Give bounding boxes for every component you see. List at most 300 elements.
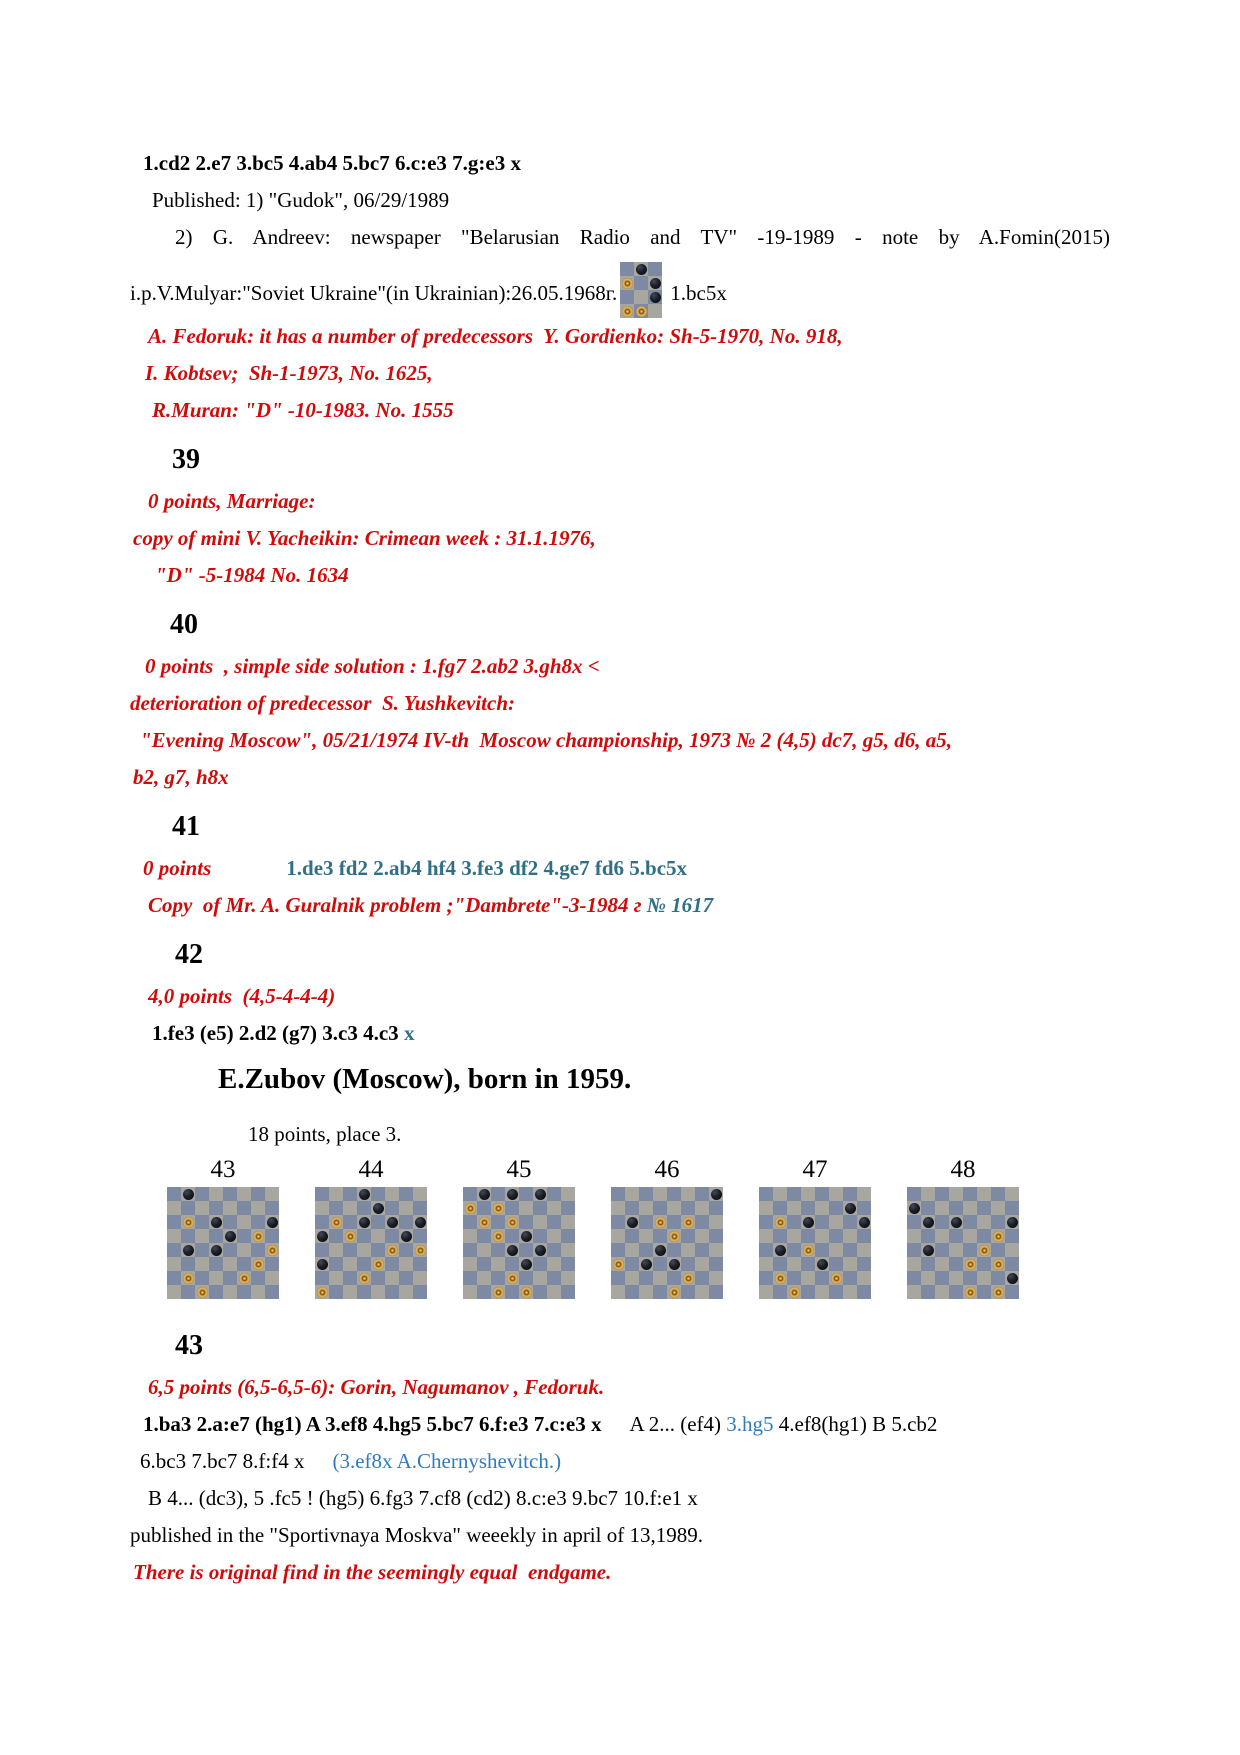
board-square (653, 1257, 667, 1271)
section-43-main-moves: 1.ba3 2.a:e7 (hg1) A 3.ef8 4.hg5 5.bc7 6.f:e3 7.c:e3 x (143, 1412, 602, 1436)
board-square (181, 1215, 195, 1229)
board-square (648, 262, 662, 276)
board-square (759, 1271, 773, 1285)
diagram-44-label: 44 (358, 1156, 384, 1183)
section-42-points: 4,0 points (4,5-4-4-4) (148, 984, 336, 1008)
board-square (413, 1271, 427, 1285)
predecessors-line-3: R.Muran: "D" -10-1983. No. 1555 (152, 398, 454, 422)
board-square (251, 1229, 265, 1243)
board-square (519, 1215, 533, 1229)
checkers-board-46 (611, 1187, 723, 1299)
board-square (519, 1243, 533, 1257)
board-square (181, 1187, 195, 1201)
board-square (907, 1271, 921, 1285)
white-checker-piece (493, 1231, 504, 1242)
section-39-line-3: "D" -5-1984 No. 1634 (155, 563, 349, 587)
board-square (639, 1215, 653, 1229)
board-square (251, 1271, 265, 1285)
board-square (681, 1215, 695, 1229)
diagram-47 (759, 1153, 871, 1299)
board-square (561, 1271, 575, 1285)
board-square (787, 1201, 801, 1215)
board-square (181, 1271, 195, 1285)
board-square (991, 1201, 1005, 1215)
diagram-48-label: 48 (950, 1156, 976, 1183)
section-43-conclusion-line: There is original find in the seemingly equal endgame. (133, 1560, 612, 1584)
section-41-number: 41 (172, 811, 200, 842)
section-41-moves: 1.de3 fd2 2.ab4 hf4 3.fe3 df2 4.ge7 fd6 5.bc5x (286, 856, 688, 880)
board-square (843, 1285, 857, 1299)
section-42-moves-line (130, 1015, 1110, 1052)
board-square (463, 1271, 477, 1285)
board-square (773, 1271, 787, 1285)
board-square (639, 1201, 653, 1215)
board-square (547, 1243, 561, 1257)
board-square (223, 1285, 237, 1299)
black-checker-piece (373, 1203, 384, 1214)
board-square (991, 1187, 1005, 1201)
board-square (921, 1257, 935, 1271)
board-square (181, 1229, 195, 1243)
board-square (625, 1201, 639, 1215)
white-checker-piece (655, 1217, 666, 1228)
section-41-points: 0 points (143, 856, 212, 880)
board-square (561, 1215, 575, 1229)
board-square (533, 1257, 547, 1271)
board-square (1005, 1243, 1019, 1257)
board-square (413, 1187, 427, 1201)
board-square (857, 1285, 871, 1299)
board-square (357, 1285, 371, 1299)
board-square (223, 1271, 237, 1285)
board-square (857, 1257, 871, 1271)
board-square (357, 1187, 371, 1201)
board-square (843, 1243, 857, 1257)
board-square (695, 1271, 709, 1285)
black-checker-piece (225, 1231, 236, 1242)
board-square (1005, 1229, 1019, 1243)
board-square (167, 1187, 181, 1201)
board-square (167, 1215, 181, 1229)
board-square (639, 1285, 653, 1299)
board-square (195, 1201, 209, 1215)
board-square (343, 1243, 357, 1257)
board-square (949, 1285, 963, 1299)
black-checker-piece (535, 1189, 546, 1200)
board-square (1005, 1187, 1019, 1201)
board-square (709, 1257, 723, 1271)
checkers-board-48 (907, 1187, 1019, 1299)
board-square (265, 1229, 279, 1243)
board-square (491, 1271, 505, 1285)
board-square (935, 1285, 949, 1299)
white-checker-piece (507, 1273, 518, 1284)
diagrams-row (167, 1153, 1110, 1299)
board-square (620, 290, 634, 304)
diagram-48 (907, 1153, 1019, 1299)
board-square (181, 1243, 195, 1257)
board-square (773, 1243, 787, 1257)
solution-moves-line: 1.cd2 2.e7 3.bc5 4.ab4 5.bc7 6.c:e3 7.g:e3 x (143, 151, 521, 175)
board-square (463, 1201, 477, 1215)
black-checker-piece (650, 278, 661, 289)
white-checker-piece (415, 1245, 426, 1256)
board-square (533, 1215, 547, 1229)
board-square (209, 1187, 223, 1201)
section-43-moves-continuation: 6.bc3 7.bc7 8.f:f4 x (140, 1449, 305, 1473)
board-square (519, 1271, 533, 1285)
board-square (343, 1201, 357, 1215)
board-square (371, 1215, 385, 1229)
board-square (519, 1285, 533, 1299)
board-square (505, 1201, 519, 1215)
zubov-subheading: 18 points, place 3. (248, 1122, 402, 1146)
board-square (681, 1243, 695, 1257)
board-square (667, 1215, 681, 1229)
board-square (963, 1257, 977, 1271)
board-square (209, 1201, 223, 1215)
board-square (611, 1187, 625, 1201)
black-checker-piece (183, 1245, 194, 1256)
board-square (907, 1201, 921, 1215)
board-square (181, 1201, 195, 1215)
board-square (653, 1229, 667, 1243)
board-square (709, 1285, 723, 1299)
board-square (547, 1215, 561, 1229)
board-square (237, 1187, 251, 1201)
section-43-chernyshevitch-note: (3.ef8x A.Chernyshevitch.) (332, 1449, 562, 1473)
board-square (251, 1257, 265, 1271)
diagram-46-label: 46 (654, 1156, 680, 1183)
board-square (787, 1271, 801, 1285)
black-checker-piece (859, 1217, 870, 1228)
white-checker-piece (387, 1245, 398, 1256)
section-39-line-1: 0 points, Marriage: (148, 489, 316, 513)
board-square (223, 1257, 237, 1271)
board-square (237, 1285, 251, 1299)
board-square (625, 1215, 639, 1229)
board-square (505, 1271, 519, 1285)
board-square (547, 1257, 561, 1271)
board-square (991, 1285, 1005, 1299)
diagram-47-label: 47 (802, 1156, 828, 1183)
board-square (620, 262, 634, 276)
board-square (857, 1187, 871, 1201)
black-checker-piece (669, 1259, 680, 1270)
black-checker-piece (317, 1231, 328, 1242)
black-checker-piece (267, 1217, 278, 1228)
board-square (237, 1257, 251, 1271)
white-checker-piece (253, 1259, 264, 1270)
board-square (611, 1229, 625, 1243)
white-checker-piece (636, 306, 647, 317)
board-square (963, 1215, 977, 1229)
board-square (857, 1215, 871, 1229)
board-square (773, 1187, 787, 1201)
board-square (547, 1201, 561, 1215)
board-square (773, 1257, 787, 1271)
board-square (505, 1229, 519, 1243)
board-square (801, 1229, 815, 1243)
board-square (991, 1271, 1005, 1285)
board-square (463, 1285, 477, 1299)
board-square (759, 1215, 773, 1229)
black-checker-piece (359, 1217, 370, 1228)
board-square (843, 1271, 857, 1285)
board-square (843, 1229, 857, 1243)
board-square (519, 1257, 533, 1271)
board-square (237, 1243, 251, 1257)
white-checker-piece (831, 1273, 842, 1284)
board-square (385, 1257, 399, 1271)
white-checker-piece (683, 1273, 694, 1284)
board-square (857, 1229, 871, 1243)
board-square (787, 1229, 801, 1243)
board-square (385, 1201, 399, 1215)
white-checker-piece (965, 1287, 976, 1298)
diagram-45 (463, 1153, 575, 1299)
black-checker-piece (845, 1203, 856, 1214)
board-square (977, 1271, 991, 1285)
board-square (921, 1187, 935, 1201)
board-square (399, 1229, 413, 1243)
board-square (399, 1187, 413, 1201)
board-square (413, 1229, 427, 1243)
board-square (181, 1285, 195, 1299)
white-checker-piece (493, 1203, 504, 1214)
black-checker-piece (775, 1245, 786, 1256)
board-square (561, 1229, 575, 1243)
board-square (653, 1187, 667, 1201)
board-square (801, 1243, 815, 1257)
board-square (477, 1243, 491, 1257)
board-square (620, 304, 634, 318)
white-checker-piece (267, 1245, 278, 1256)
section-40-line-1: 0 points , simple side solution : 1.fg7 2.ab2 3.gh8x < (145, 654, 600, 678)
board-square (695, 1229, 709, 1243)
board-square (709, 1215, 723, 1229)
board-square (357, 1257, 371, 1271)
board-square (491, 1257, 505, 1271)
checkers-board-47 (759, 1187, 871, 1299)
section-42-moves-x: x (403, 1021, 415, 1045)
board-square (963, 1201, 977, 1215)
black-checker-piece (535, 1245, 546, 1256)
board-square (681, 1285, 695, 1299)
board-square (251, 1215, 265, 1229)
board-square (611, 1271, 625, 1285)
black-checker-piece (711, 1189, 722, 1200)
white-checker-piece (683, 1217, 694, 1228)
board-square (653, 1285, 667, 1299)
board-square (843, 1257, 857, 1271)
board-square (977, 1257, 991, 1271)
board-square (963, 1285, 977, 1299)
board-square (505, 1187, 519, 1201)
board-square (695, 1243, 709, 1257)
board-square (477, 1215, 491, 1229)
board-square (843, 1215, 857, 1229)
board-square (963, 1229, 977, 1243)
checkers-board-43 (167, 1187, 279, 1299)
white-checker-piece (521, 1287, 532, 1298)
board-square (1005, 1201, 1019, 1215)
board-square (759, 1285, 773, 1299)
board-square (265, 1271, 279, 1285)
board-square (611, 1215, 625, 1229)
board-square (949, 1257, 963, 1271)
black-checker-piece (1007, 1273, 1018, 1284)
board-square (399, 1215, 413, 1229)
section-40-line-3: "Evening Moscow", 05/21/1974 IV-th Moscow championship, 1973 № 2 (4,5) dc7, g5, d6, a5, (140, 728, 953, 752)
board-square (907, 1187, 921, 1201)
board-square (949, 1243, 963, 1257)
diagram-43 (167, 1153, 279, 1299)
board-square (634, 290, 648, 304)
black-checker-piece (636, 264, 647, 275)
checkers-board-44 (315, 1187, 427, 1299)
board-square (371, 1187, 385, 1201)
board-square (519, 1187, 533, 1201)
board-square (857, 1201, 871, 1215)
white-checker-piece (803, 1245, 814, 1256)
board-square (561, 1201, 575, 1215)
white-checker-piece (789, 1287, 800, 1298)
board-square (815, 1187, 829, 1201)
board-square (463, 1243, 477, 1257)
board-square (223, 1229, 237, 1243)
board-square (773, 1285, 787, 1299)
board-square (648, 304, 662, 318)
board-square (829, 1215, 843, 1229)
board-square (399, 1271, 413, 1285)
board-square (209, 1285, 223, 1299)
board-square (815, 1257, 829, 1271)
board-square (949, 1201, 963, 1215)
board-square (209, 1271, 223, 1285)
board-square (265, 1215, 279, 1229)
board-square (815, 1229, 829, 1243)
board-square (611, 1201, 625, 1215)
board-square (667, 1229, 681, 1243)
board-square (963, 1271, 977, 1285)
board-square (343, 1271, 357, 1285)
board-square (385, 1285, 399, 1299)
board-square (265, 1201, 279, 1215)
board-square (195, 1243, 209, 1257)
section-43-number: 43 (175, 1330, 203, 1361)
board-square (611, 1285, 625, 1299)
board-square (639, 1257, 653, 1271)
board-square (1005, 1271, 1019, 1285)
board-square (907, 1285, 921, 1299)
board-square (491, 1215, 505, 1229)
board-square (329, 1243, 343, 1257)
board-square (829, 1229, 843, 1243)
board-square (223, 1243, 237, 1257)
board-square (977, 1201, 991, 1215)
board-square (667, 1271, 681, 1285)
board-square (265, 1285, 279, 1299)
board-square (935, 1257, 949, 1271)
inline-mini-checkers-board (620, 262, 662, 318)
black-checker-piece (521, 1259, 532, 1270)
board-square (315, 1201, 329, 1215)
board-square (639, 1229, 653, 1243)
board-square (991, 1243, 1005, 1257)
black-checker-piece (909, 1203, 920, 1214)
black-checker-piece (401, 1231, 412, 1242)
board-square (935, 1201, 949, 1215)
board-square (343, 1187, 357, 1201)
board-square (251, 1243, 265, 1257)
board-square (653, 1243, 667, 1257)
board-square (709, 1201, 723, 1215)
board-square (815, 1215, 829, 1229)
board-square (167, 1201, 181, 1215)
board-square (921, 1271, 935, 1285)
predecessors-line-1: A. Fedoruk: it has a number of predecessors Y. Gordienko: Sh-5-1970, No. 918, (148, 324, 843, 348)
board-square (829, 1271, 843, 1285)
board-square (625, 1243, 639, 1257)
board-square (385, 1215, 399, 1229)
board-square (329, 1271, 343, 1285)
board-square (195, 1271, 209, 1285)
board-square (1005, 1257, 1019, 1271)
black-checker-piece (655, 1245, 666, 1256)
board-square (681, 1271, 695, 1285)
board-square (921, 1229, 935, 1243)
board-square (709, 1271, 723, 1285)
board-square (907, 1257, 921, 1271)
section-40-line-2: deterioration of predecessor S. Yushkevitch: (130, 691, 516, 715)
board-square (829, 1187, 843, 1201)
board-square (329, 1257, 343, 1271)
white-checker-piece (622, 278, 633, 289)
board-square (921, 1243, 935, 1257)
board-square (648, 276, 662, 290)
black-checker-piece (317, 1259, 328, 1270)
board-square (491, 1229, 505, 1243)
board-square (759, 1187, 773, 1201)
board-square (639, 1187, 653, 1201)
board-square (237, 1271, 251, 1285)
board-square (639, 1271, 653, 1285)
board-square (667, 1257, 681, 1271)
board-square (547, 1271, 561, 1285)
board-square (265, 1187, 279, 1201)
white-checker-piece (993, 1259, 1004, 1270)
white-checker-piece (965, 1259, 976, 1270)
board-square (413, 1201, 427, 1215)
black-checker-piece (507, 1245, 518, 1256)
board-square (315, 1187, 329, 1201)
section-42-number: 42 (175, 939, 203, 970)
board-square (315, 1257, 329, 1271)
board-square (209, 1229, 223, 1243)
white-checker-piece (359, 1273, 370, 1284)
board-square (343, 1229, 357, 1243)
board-square (667, 1187, 681, 1201)
section-41-copy-text: Copy of Mr. A. Guralnik problem ;"Dambrete"-3-1984 г (148, 893, 642, 917)
board-square (561, 1257, 575, 1271)
board-square (167, 1229, 181, 1243)
board-square (787, 1257, 801, 1271)
board-square (681, 1229, 695, 1243)
board-square (815, 1201, 829, 1215)
white-checker-piece (613, 1259, 624, 1270)
board-square (977, 1285, 991, 1299)
